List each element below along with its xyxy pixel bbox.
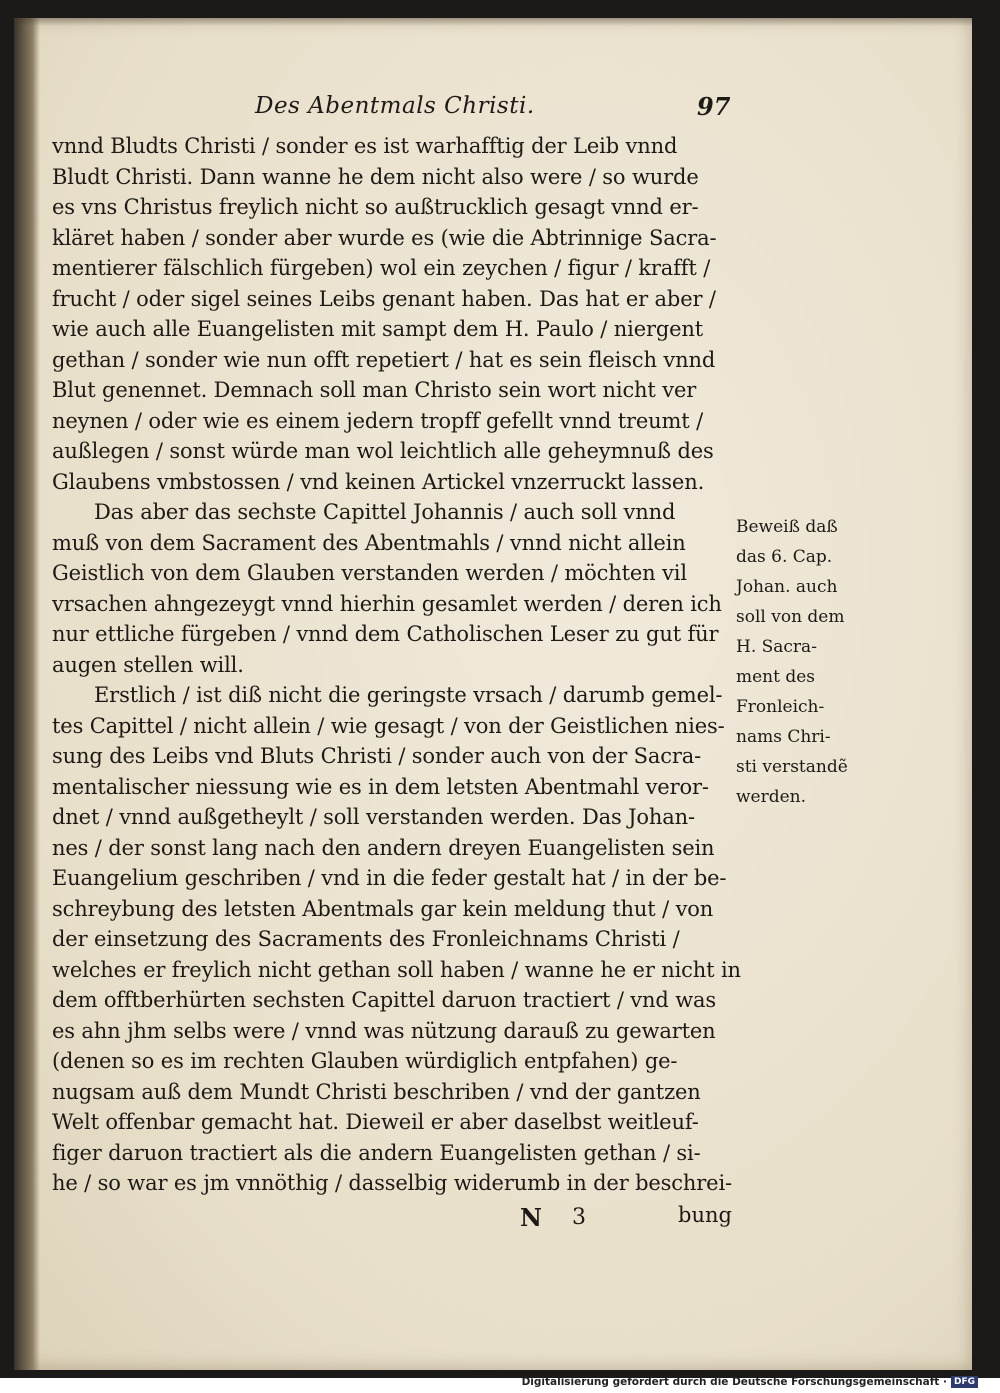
text-line: vnnd Bludts Christi / sonder es ist warhafftig der Leib vnnd [52,134,678,158]
margin-note [736,512,866,812]
margin-note-line: ment des [736,667,816,687]
signature-number: 3 [572,1205,586,1230]
text-line: nes / der sonst lang nach den andern dreyen Euangelisten sein [52,835,715,860]
margin-note-line: soll von dem [736,607,845,627]
text-line: Euangelium geschriben / vnd in die feder gestalt hat / in der be- [52,866,727,890]
text-line: Geistlich von dem Glauben verstanden werden / möchten vil [52,561,687,585]
text-line: welches er freylich nicht gethan soll haben / wanne he er nicht in [52,957,741,982]
text-line: wie auch alle Euangelisten mit sampt dem H. Paulo / niergent [52,317,704,341]
text-line: Blut genennet. Demnach soll man Christo sein wort nicht ver [52,378,697,402]
text-line: figer daruon tractiert als die andern Euangelisten gethan / si- [52,1140,701,1165]
margin-note-line: Beweiß daß [736,517,838,537]
text-line: vrsachen ahngezeygt vnnd hierhin gesamlet werden / deren ich [52,591,722,616]
text-line: nur ettliche fürgeben / vnnd dem Catholischen Leser zu gut für [52,622,719,646]
text-line: es vns Christus freylich nicht so außtrucklich gesagt vnnd er- [52,195,699,219]
text-line: kläret haben / sonder aber wurde es (wie die Abtrinnige Sacra- [52,225,717,250]
text-line: dem offtberhürten sechsten Capittel daruon tractiert / vnd was [52,988,717,1012]
margin-note-line: sti verstandẽ [736,757,848,777]
body-text [52,131,752,1199]
footer-credit-text: Digitalisierung gefördert durch die Deutsche Forschungsgemeinschaft · [521,1376,947,1388]
text-line: außlegen / sonst würde man wol leichtlich alle geheymnuß des [52,439,714,463]
text-line: dnet / vnnd außgetheylt / soll verstanden werden. Das Johan- [52,805,695,829]
page-top-edge [14,18,972,26]
text-line: tes Capittel / nicht allein / wie gesagt / von der Geistlichen nies- [52,713,725,738]
running-head: Des Abentmals Christi. [255,93,535,119]
text-line: gethan / sonder wie nun offt repetiert / hat es sein fleisch vnnd [52,347,716,372]
text-line: mentierer fälschlich fürgeben) wol ein zeychen / figur / krafft / [52,256,711,280]
page-number: 97 [697,92,731,121]
text-line: Glaubens vmbstossen / vnd keinen Artickel vnzerruckt lassen. [52,469,705,494]
text-line: mentalischer niessung wie es in dem letsten Abentmahl veror- [52,774,709,799]
text-line: sung des Leibs vnd Bluts Christi / sonder auch von der Sacra- [52,744,702,768]
text-line: der einsetzung des Sacraments des Fronleichnams Christi / [52,927,680,951]
catchword: bung [678,1203,732,1227]
text-line: Welt offenbar gemacht hat. Dieweil er aber daselbst weitleuf- [52,1110,699,1134]
dfg-logo: DFG [951,1376,978,1388]
text-line: nugsam auß dem Mundt Christi beschriben / vnd der gantzen [52,1079,701,1104]
text-line: augen stellen will. [52,652,244,677]
margin-note-line: das 6. Cap. [736,547,833,567]
margin-note-line: werden. [736,787,807,807]
text-line: he / so war es jm vnnöthig / dasselbig widerumb in der beschrei- [52,1171,732,1195]
text-line: frucht / oder sigel seines Leibs genant haben. Das hat er aber / [52,286,716,311]
footer-credit [522,1376,978,1388]
text-line: Bludt Christi. Dann wanne he dem nicht also were / so wurde [52,164,699,189]
text-line: schreybung des letsten Abentmals gar kein meldung thut / von [52,896,714,921]
margin-note-line: H. Sacra- [736,637,817,657]
paragraph-start-line: Das aber das sechste Capittel Johannis / auch soll vnnd [94,500,676,524]
signature-mark: N [520,1203,542,1232]
margin-note-line: Johan. auch [736,577,838,597]
text-line: es ahn jhm selbs were / vnnd was nützung darauß zu gewarten [52,1018,716,1043]
text-line: neynen / oder wie es einem jedern tropff gefellt vnnd treumt / [52,408,704,433]
text-line: (denen so es im rechten Glauben würdiglich entpfahen) ge- [52,1049,678,1073]
paragraph-start-line: Erstlich / ist diß nicht die geringste vrsach / darumb gemel- [94,683,723,707]
text-line: muß von dem Sacrament des Abentmahls / vnnd nicht allein [52,530,686,555]
page-spine-shadow [14,18,40,1370]
margin-note-line: nams Chri- [736,727,831,747]
margin-note-line: Fronleich- [736,697,825,717]
